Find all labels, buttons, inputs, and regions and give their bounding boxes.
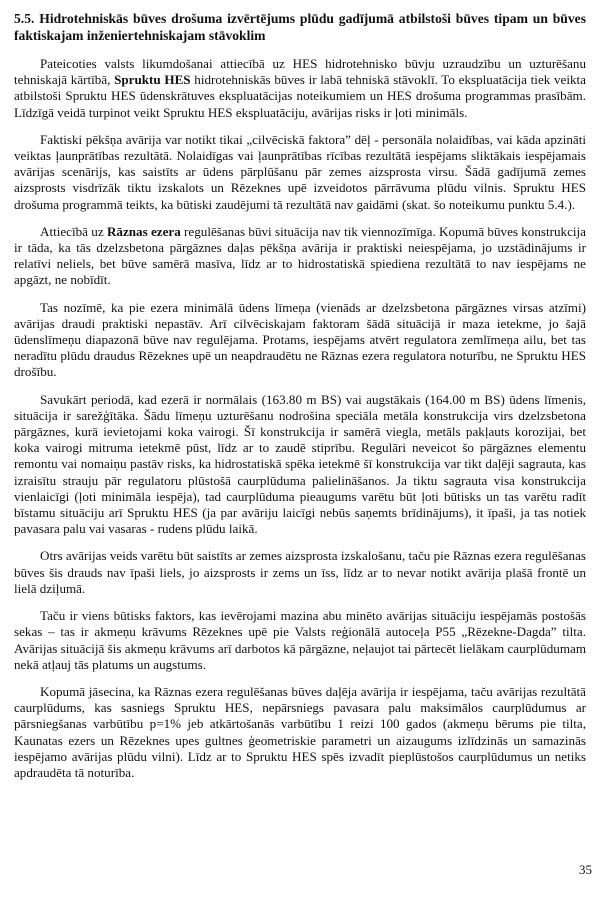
text-run: Otrs avārijas veids varētu būt saistīts ar zemes aizsprosta izskalošanu, taču pie Rāznas ezera regulēšanas būves šis drauds nav īpaši liels, jo aizsprosts ir zems un īss, līdz ar to nevar notikt avārija plašā frontē un lielā dziļumā.: [14, 548, 586, 596]
text-run: Savukārt periodā, kad ezerā ir normālais (163.80 m BS) vai augstākais (164.00 m BS) ūdens līmenis, situācija ir sarežģītāka. Šādu līmeņu uzturēšanu nodrošina speciāla metāla konstrukcija virs dzelzsbetona pārgāznes, kurā ievietojami koka vairogi. Šī konstrukcija ir samērā viegla, metāls pakļauts korozijai, bet koka vairogi mitruma ietekmē pūst, līdz ar to zaudē stiprību. Regulāri neveicot šo pārgāznes elementu remontu vai nomaiņu pastāv risks, ka hidrostatiskā spēka ietekmē šī konstrukcija var tikt daļēji sagrauta, kas izraisītu strauju pār regulatoru plūstošā caurplūduma palielināšanos. Ja tiktu sagrauta visa konstrukcija vienlaicīgi (ļoti minimāla iespēja), tad caurplūduma pieaugums varētu būt ļoti būtisks un tas varētu radīt bīstamu situāciju arī Spruktu HES (ja par avāriju laicīgi nebūs saņemts brīdinājums), it īpaši, ja tas notiek pavasara palu vai vasaras - rudens plūdu laikā.: [14, 391, 586, 537]
paragraph: [14, 608, 586, 673]
page-number: 35: [579, 862, 592, 877]
text-run: hidrotehniskās būves ir labā tehniskā stāvoklī. To ekspluatācija tiek veikta atbilstoši Spruktu HES ūdenskrātuves ekspluatācijas noteikumiem un HES drošuma programmas prasībām. Līdzīgā veidā turpinot veikt Spruktu HES ekspluatāciju, avārijas risks ir ļoti minimāls.: [14, 72, 586, 120]
text-run: Taču ir viens būtisks faktors, kas ievērojami mazina abu minēto avārijas situāciju iespējamās postošās sekas – tas ir akmeņu krāvums Rēzeknes upē pie Valsts reģionālā autoceļa P55 „Rēzekne-Dagda” tilta. Avārijas situācijā šis akmeņu krāvums arī darbotos kā pārgāzne, neļaujot tai pārtecēt lielākam caurplūdumam nekā atļauj tās platums un augstums.: [14, 608, 586, 672]
paragraph: [14, 548, 586, 597]
text-run: Pateicoties valsts likumdošanai attiecībā uz HES hidrotehnisko būvju uzraudzību un uzturēšanu tehniskajā kārtībā,: [14, 56, 586, 88]
text-run: Attiecībā uz: [40, 223, 107, 239]
text-run: Kopumā jāsecina, ka Rāznas ezera regulēšanas būves daļēja avārija ir iespējama, taču avārijas rezultātā caurplūdums, kas sasniegs Spruktu HES, nepārsniegs pavasara palu maksimālos caurplūdumus ar pārsniegšanas varbūtību p=1% jeb atkārtošanās varbūtību 1 reizi 100 gados (akmeņu bērums pie tilta, Kaunatas ezers un Rēzeknes upes gultnes ģeometriskie parametri un aizaugums izlīdzinās un samazinās iespējamo avārijas plūdu vilni). Līdz ar to Spruktu HES spēs izvadīt pieplūstošos caurplūdumus un netiks apdraudēta tā noturība.: [14, 683, 586, 780]
bold-text: Rāznas ezera: [106, 223, 181, 239]
bold-text: Spruktu HES: [114, 72, 191, 88]
paragraph: [14, 56, 586, 121]
text-run: Faktiski pēkšņa avārija var notikt tikai „cilvēciskā faktora” dēļ - personāla nolaidības, vai kāda apzināti veiktas ļaunprātības rezultātā. Nolaidīgas vai ļaunprātības rīcības rezultātā iespējams sliktākais iespējamais avārijas scenārijs, kas saistīts ar ūdens pārplūšanu pār zemes aizsprosta virsu. Šādā gadījumā zemes aizsprosts visdrīzāk tiktu izskalots un Rēzeknes upē izveidotos pārrāvuma plūdu vilnis. Spruktu HES drošuma programmā teikts, ka būtiski zaudējumi tā rezultātā nav gaidāmi (skat. šo noteikumu punktu 5.4.).: [14, 131, 586, 212]
text-run: Tas nozīmē, ka pie ezera minimālā ūdens līmeņa (vienāds ar dzelzsbetona pārgāznes virsas atzīmi) avārijas draudi praktiski nepastāv. Arī cilvēciskajam faktoram šādā situācijā ir maza ietekme, jo šajā ūdenslīmeņu diapazonā būve nav regulējama. Protams, iespējams atvērt regulatora zemlīmeņa ailu, bet tas neradītu plūdu draudus Rēzeknes upē un neapdraudētu ne Rāznas ezera regulatora noturību, ne Spruktu HES drošību.: [14, 299, 586, 380]
document-page: [14, 10, 586, 890]
body-text: [14, 56, 586, 781]
paragraph: [14, 300, 586, 381]
paragraph: [14, 224, 586, 289]
text-run: regulēšanas būvi situācija nav tik viennozīmīga. Kopumā būves konstrukcija ir tāda, ka tās dzelzsbetona pārgāznes daļas pēkšņa avārija ir praktiski neiespējama, jo uzstādinājums ir relatīvi neliels, bet būve samērā masīva, līdz ar to hidrostatiskā spiediena rezultātā to nav iespējams ne apgāzt, ne nobīdīt.: [14, 223, 586, 288]
paragraph: [14, 132, 586, 213]
paragraph: [14, 684, 586, 781]
section-heading: 5.5. Hidrotehniskās būves drošuma izvērtējums plūdu gadījumā atbilstoši būves tipam un būves faktiskajam inženiertehniskajam stāvoklim: [14, 11, 586, 43]
paragraph: [14, 392, 586, 538]
